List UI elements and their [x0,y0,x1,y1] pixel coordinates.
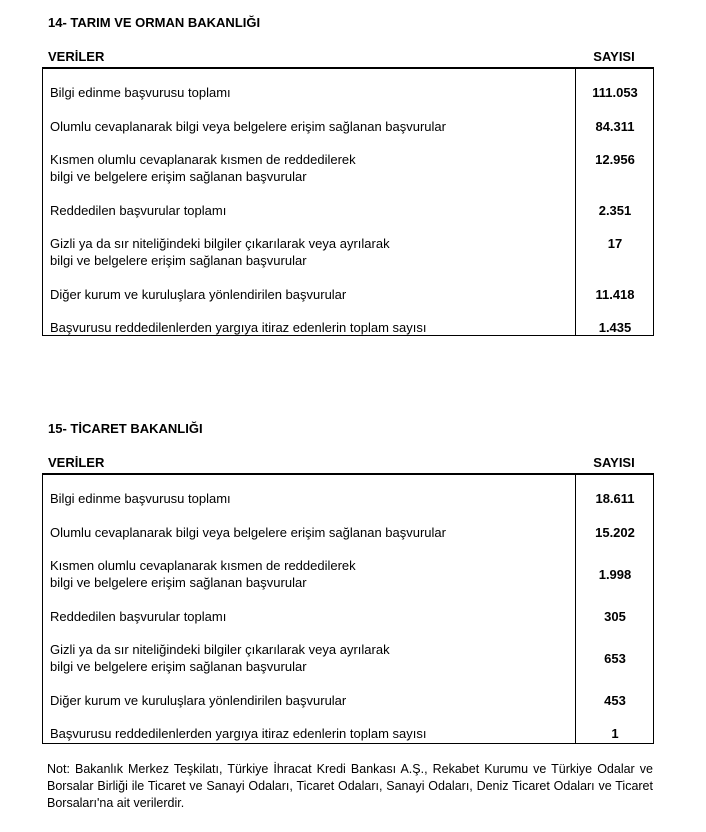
row-label: Başvurusu reddedilenlerden yargıya itiraz edenlerin toplam sayısı [50,726,427,741]
row-label: Kısmen olumlu cevaplanarak kısmen de reddedilerek [50,558,356,573]
row-label: Reddedilen başvurular toplamı [50,203,227,218]
row-label: Olumlu cevaplanarak bilgi veya belgelere erişim sağlanan başvurular [50,525,446,540]
section-15-table [42,474,654,744]
column-header-veriler: VERİLER [48,455,105,470]
row-value: 2.351 [598,203,632,218]
row-label: Bilgi edinme başvurusu toplamı [50,85,231,100]
footnote: Not: Bakanlık Merkez Teşkilatı, Türkiye İhracat Kredi Bankası A.Ş., Rekabet Kurumu ve Türkiye Odalar ve Borsalar Birliği ile Ticaret ve Sanayi Odaları, Ticaret Odaları, Sanayi Odaları, Deniz Ticaret Odaları ve Ticaret Borsaları'na ait verilerdir. [47,762,653,810]
row-label-line2: bilgi ve belgelere erişim sağlanan başvurular [50,659,307,674]
row-value: 84.311 [595,119,635,134]
column-header-sayisi: SAYISI [593,49,635,64]
row-value: 18.611 [595,491,635,506]
section-14-header [42,46,654,68]
row-label: Bilgi edinme başvurusu toplamı [50,491,231,506]
row-label: Reddedilen başvurular toplamı [50,609,227,624]
section-14-title: 14- TARIM VE ORMAN BAKANLIĞI [48,15,261,30]
row-value: 17 [607,236,623,251]
row-label: Başvurusu reddedilenlerden yargıya itiraz edenlerin toplam sayısı [50,320,427,335]
column-header-veriler: VERİLER [48,49,105,64]
row-value: 1 [611,726,619,741]
row-value: 1.998 [598,567,632,582]
row-label: Diğer kurum ve kuruluşlara yönlendirilen başvurular [50,287,347,302]
section-15-header [42,452,654,474]
row-value: 12.956 [595,152,635,167]
row-label-line2: bilgi ve belgelere erişim sağlanan başvurular [50,253,307,268]
row-label: Olumlu cevaplanarak bilgi veya belgelere erişim sağlanan başvurular [50,119,446,134]
row-label-line2: bilgi ve belgelere erişim sağlanan başvurular [50,575,307,590]
row-value: 1.435 [598,320,632,335]
row-value: 11.418 [595,287,635,302]
row-value: 305 [604,609,626,624]
row-value: 653 [604,651,626,666]
row-value: 453 [604,693,626,708]
section-15-title: 15- TİCARET BAKANLIĞI [48,421,203,436]
row-value: 15.202 [595,525,635,540]
row-label-line2: bilgi ve belgelere erişim sağlanan başvurular [50,169,307,184]
row-label: Kısmen olumlu cevaplanarak kısmen de reddedilerek [50,152,356,167]
row-label: Diğer kurum ve kuruluşlara yönlendirilen başvurular [50,693,347,708]
row-value: 111.053 [592,85,638,100]
row-label: Gizli ya da sır niteliğindeki bilgiler çıkarılarak veya ayrılarak [50,236,390,251]
section-14-table [42,68,654,336]
column-header-sayisi: SAYISI [593,455,635,470]
row-label: Gizli ya da sır niteliğindeki bilgiler çıkarılarak veya ayrılarak [50,642,390,657]
